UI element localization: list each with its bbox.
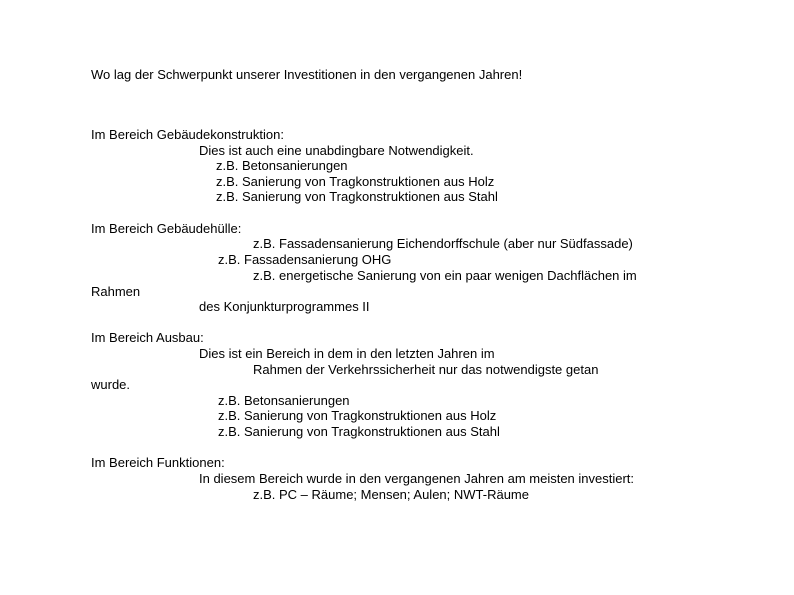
section-line: Rahmen bbox=[91, 284, 141, 299]
section-line: z.B. Sanierung von Tragkonstruktionen aus Stahl bbox=[218, 424, 500, 439]
section-line: z.B. Betonsanierungen bbox=[216, 158, 348, 173]
section-line: In diesem Bereich wurde in den vergangenen Jahren am meisten investiert: bbox=[199, 471, 635, 486]
section-line: z.B. Betonsanierungen bbox=[218, 393, 350, 408]
section-line: des Konjunkturprogrammes II bbox=[199, 299, 370, 314]
section-line: z.B. Sanierung von Tragkonstruktionen aus Holz bbox=[216, 174, 495, 189]
section-heading-gebaeudehuelle: Im Bereich Gebäudehülle: bbox=[91, 221, 242, 236]
section-line: z.B. Fassadensanierung Eichendorffschule (aber nur Südfassade) bbox=[253, 236, 633, 251]
section-heading-funktionen: Im Bereich Funktionen: bbox=[91, 455, 225, 470]
section-line: z.B. PC – Räume; Mensen; Aulen; NWT-Räume bbox=[253, 487, 529, 502]
document-title: Wo lag der Schwerpunkt unserer Investitionen in den vergangenen Jahren! bbox=[91, 67, 523, 82]
section-line: z.B. energetische Sanierung von ein paar wenigen Dachflächen im bbox=[253, 268, 637, 283]
section-line: Dies ist ein Bereich in dem in den letzten Jahren im bbox=[199, 346, 495, 361]
section-line: wurde. bbox=[91, 377, 131, 392]
section-line: z.B. Sanierung von Tragkonstruktionen aus Holz bbox=[218, 408, 497, 423]
section-heading-ausbau: Im Bereich Ausbau: bbox=[91, 330, 204, 345]
section-line: Dies ist auch eine unabdingbare Notwendigkeit. bbox=[199, 143, 474, 158]
section-heading-gebaeudekonstruktion: Im Bereich Gebäudekonstruktion: bbox=[91, 127, 284, 142]
section-line: z.B. Sanierung von Tragkonstruktionen aus Stahl bbox=[216, 189, 498, 204]
section-line: Rahmen der Verkehrssicherheit nur das notwendigste getan bbox=[253, 362, 599, 377]
section-line: z.B. Fassadensanierung OHG bbox=[218, 252, 392, 267]
